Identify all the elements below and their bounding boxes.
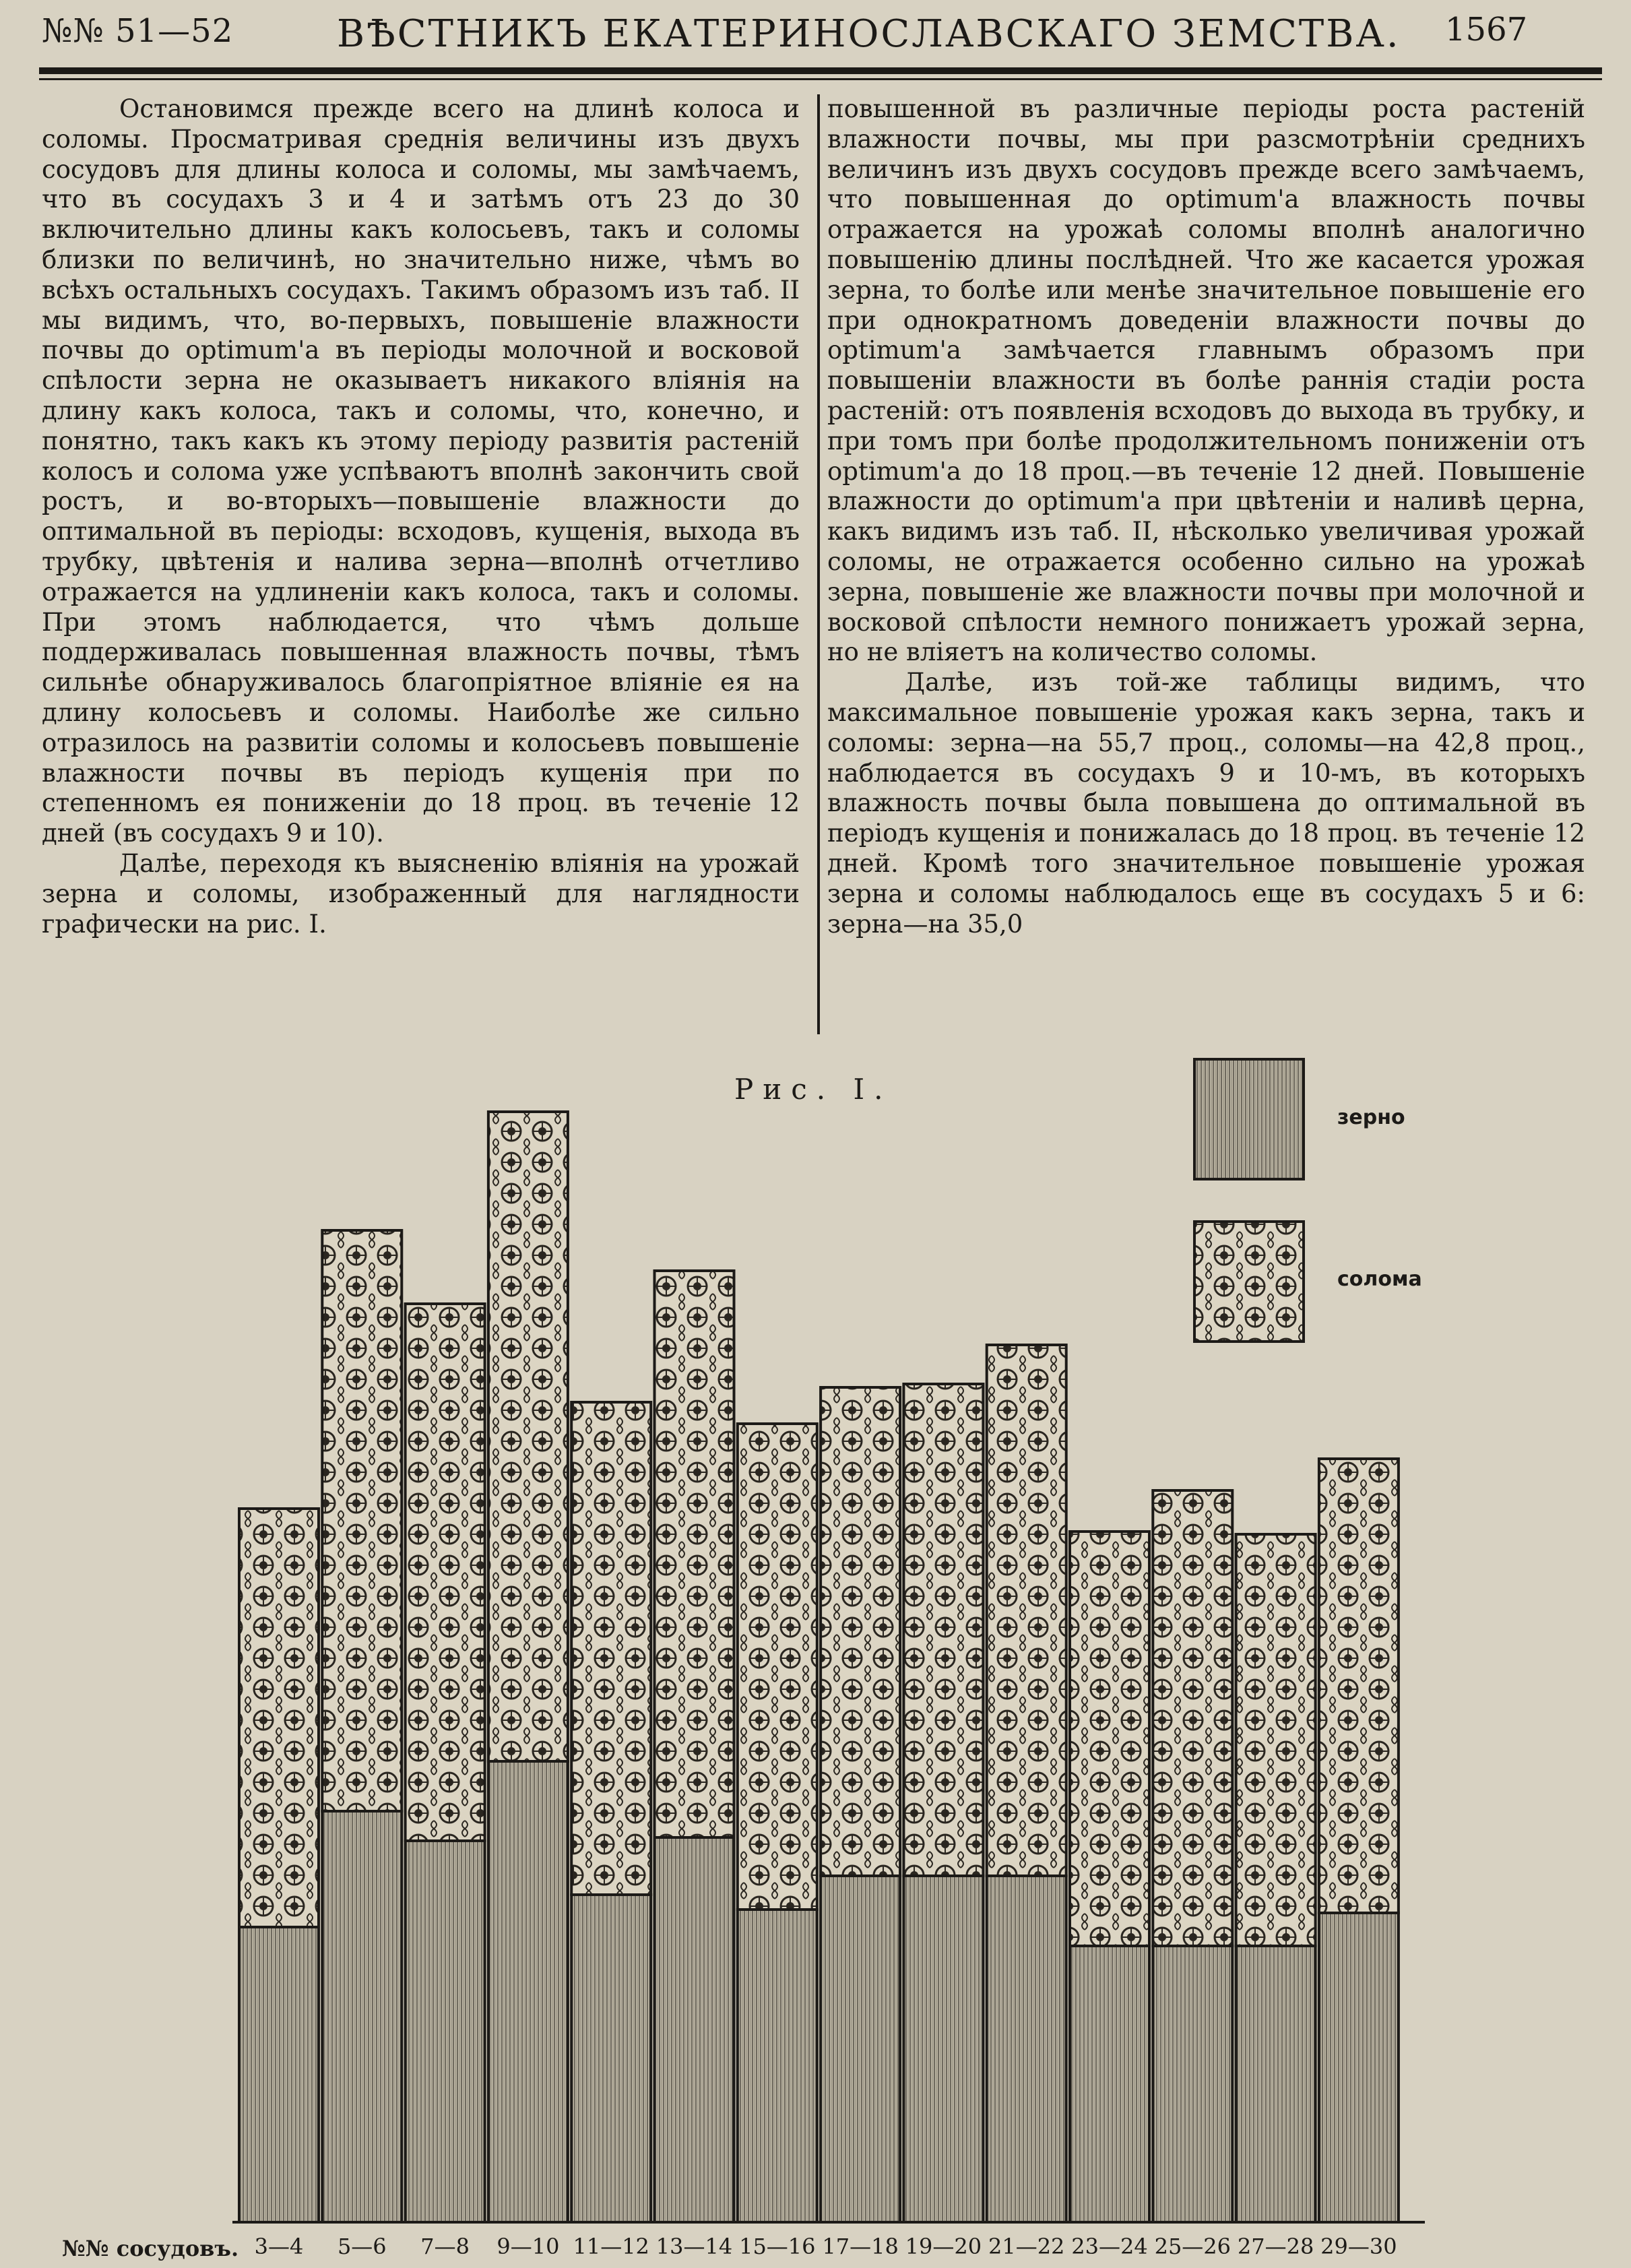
legend-label: зерно [1337,1106,1405,1129]
bar-grain-19—20 [903,1876,983,2222]
bar-grain-23—24 [1070,1946,1149,2222]
bar-grain-27—28 [1236,1946,1316,2222]
bar-straw-15—16 [738,1424,817,1910]
bar-straw-17—18 [821,1387,900,1876]
bar-grain-21—22 [987,1876,1066,2222]
bar-grain-7—8 [406,1841,485,2222]
issue-number: №№ 51—52 [42,12,234,50]
tick-label-29—30: 29—30 [1320,2234,1397,2259]
bar-grain-25—26 [1153,1946,1232,2222]
tick-label-5—6: 5—6 [337,2234,387,2259]
bar-grain-11—12 [571,1895,651,2222]
bar-straw-5—6 [322,1230,402,1811]
tick-label-25—26: 25—26 [1154,2234,1232,2259]
bar-straw-27—28 [1236,1534,1316,1946]
legend-swatch-grain [1194,1059,1304,1179]
tick-label-15—16: 15—16 [739,2234,816,2259]
page-number: 1567 [1445,11,1528,49]
paragraph: Далѣе, изъ той-же таблицы видимъ, что максимальное повышеніе урожая какъ зерна, такъ и соломы: зерна—на 55,7 проц., соломы—на 42,8 проц., наблюдается въ сосудахъ 9 и 10-мъ, въ которыхъ влажность почвы была повышена до оптимальной въ періодъ кущенія и понижалась до 18 проц. въ теченіе 12 дней. Кромѣ того значительное повышеніе урожая зерна и соломы наблюдалось еще въ сосудахъ 5 и 6: зерна—на 35,0 [827,668,1585,939]
bar-straw-29—30 [1319,1459,1399,1913]
bar-grain-13—14 [655,1837,734,2222]
legend-swatch-straw [1194,1222,1304,1342]
bar-grain-15—16 [738,1910,817,2222]
tick-label-11—12: 11—12 [573,2234,649,2259]
journal-title: ВѢСТНИКЪ ЕКАТЕРИНОСЛАВСКАГО ЗЕМСТВА. [337,12,1401,56]
bar-straw-21—22 [987,1345,1066,1876]
tick-label-9—10: 9—10 [497,2234,560,2259]
tick-label-21—22: 21—22 [988,2234,1065,2259]
bar-grain-5—6 [322,1811,402,2222]
tick-label-3—4: 3—4 [254,2234,304,2259]
paragraph: Остановимся прежде всего на длинѣ колоса и соломы. Просматривая среднія величины изъ двухъ сосудовъ для длины колоса и соломы, мы замѣчаемъ, что въ сосудахъ 3 и 4 и затѣмъ отъ 23 до 30 включительно длины какъ колосьевъ, такъ и соломы близки по величинѣ, но значительно ниже, чѣмъ во всѣхъ остальныхъ сосудахъ. Такимъ образомъ изъ таб. II мы видимъ, что, во-первыхъ, повышеніе влажности почвы до optimum'a въ періоды молочной и восковой спѣлости зерна не оказываетъ никакого вліянія на длину какъ колоса, такъ и соломы, что, конечно, и понятно, такъ какъ къ этому періоду развитія растеній колосъ и солома уже успѣваютъ вполнѣ закончить свой ростъ, и во-вторыхъ—повышеніе влажности до оптимальной въ періоды: всходовъ, кущенія, выхода въ трубку, цвѣтенія и налива зерна—вполнѣ отчетливо отражается на удлиненіи какъ колоса, такъ и соломы. При этомъ наблюдается, что чѣмъ дольше поддерживалась повышенная влажность почвы, тѣмъ сильнѣе обнаруживалось благопріятное вліяніе ея на длину колосьевъ и соломы. Наиболѣе же сильно отразилось на развитіи соломы и колосьевъ повышеніе влажности почвы въ періодъ кущенія при по степенномъ ея пониженіи до 18 проц. въ теченіе 12 дней (въ сосудахъ 9 и 10). [42,94,800,848]
bar-straw-3—4 [239,1509,319,1927]
bar-straw-19—20 [903,1384,983,1876]
bar-straw-13—14 [655,1271,734,1837]
tick-label-17—18: 17—18 [822,2234,899,2259]
bar-grain-17—18 [821,1876,900,2222]
tick-label-13—14: 13—14 [655,2234,733,2259]
paragraph: Далѣе, переходя къ выясненію вліянія на урожай зерна и соломы, изображенный для наглядности графически на рис. I. [42,848,800,939]
figure-caption: Рис. I. [734,1073,893,1106]
bar-straw-23—24 [1070,1532,1149,1946]
tick-label-19—20: 19—20 [905,2234,982,2259]
bar-grain-3—4 [239,1927,319,2222]
legend-label: солома [1337,1267,1422,1291]
tick-label-27—28: 27—28 [1237,2234,1314,2259]
paragraph: повышенной въ различные періоды роста растеній влажности почвы, мы при разсмотрѣніи среднихъ величинъ изъ двухъ сосудовъ прежде всего замѣчаемъ, что повышенная до optimum'a влажность почвы отражается на урожаѣ соломы вполнѣ аналогично повышенію длины послѣдней. Что же касается урожая зерна, то болѣе или менѣе значительное повышеніе его при однократномъ доведеніи влажности почвы до optimum'a замѣчается главнымъ образомъ при повышеніи влажности въ болѣе раннія стадіи роста растеній: отъ появленія всходовъ до выхода въ трубку, и при томъ при болѣе продолжительномъ пониженіи отъ optimum'a до 18 проц.—въ теченіе 12 дней. Повышеніе влажности до optimum'a при цвѣтеніи и наливѣ церна, какъ видимъ изъ таб. II, нѣсколько увеличивая урожай соломы, не отражается особенно сильно на урожаѣ зерна, повышеніе же влажности почвы при молочной и восковой спѣлости немного понижаетъ урожай зерна, но не вліяетъ на количество соломы. [827,94,1585,667]
bar-straw-25—26 [1153,1490,1232,1946]
tick-label-23—24: 23—24 [1071,2234,1148,2259]
bar-grain-29—30 [1319,1913,1399,2222]
bar-straw-7—8 [406,1304,485,1841]
axis-title: №№ сосудовъ. [62,2236,239,2261]
bar-grain-9—10 [488,1761,568,2222]
bar-straw-11—12 [571,1402,651,1895]
tick-label-7—8: 7—8 [420,2234,470,2259]
bar-straw-9—10 [488,1112,568,1761]
